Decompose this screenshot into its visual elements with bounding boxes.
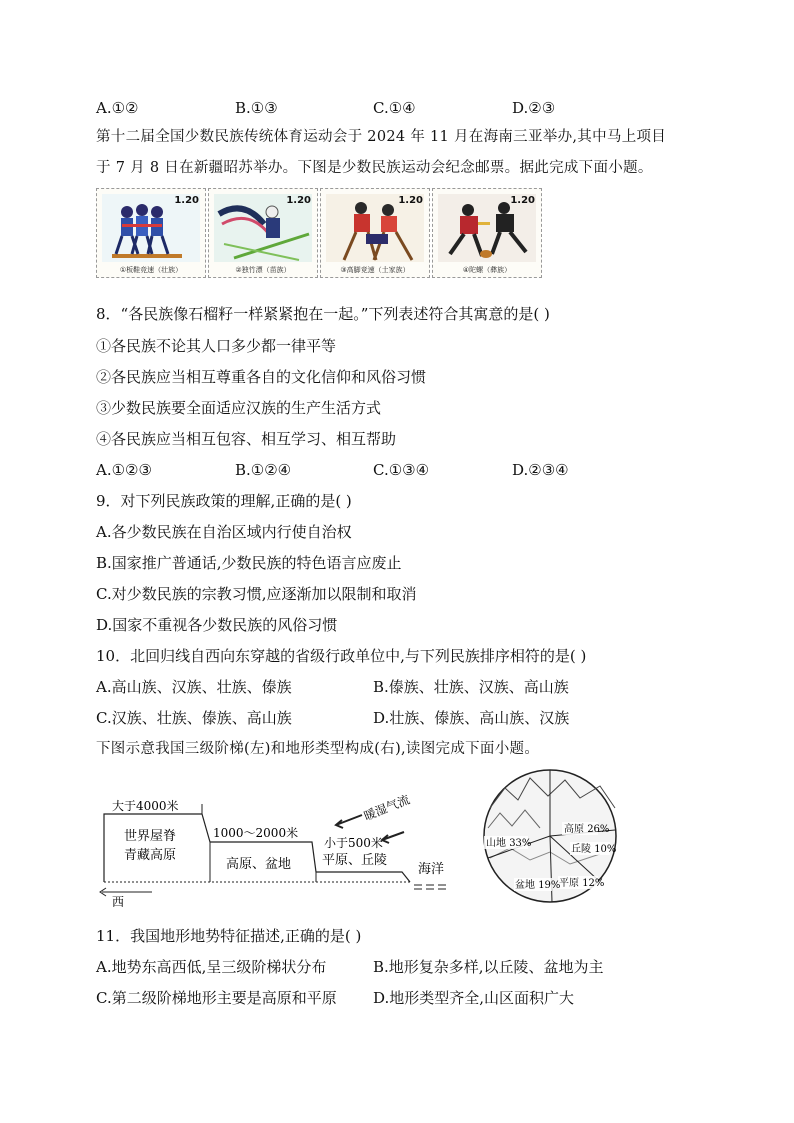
q9-stem: 9．对下列民族政策的理解,正确的是( )	[96, 492, 352, 510]
q8-statement-4: ④各民族应当相互包容、相互学习、相互帮助	[96, 430, 397, 448]
airflow-arrow-icon	[336, 815, 362, 828]
label-step3-elev: 小于500米	[324, 836, 383, 850]
q10-stem: 10．北回归线自西向东穿越的省级行政单位中,与下列民族排序相符的是( )	[96, 647, 587, 665]
q7-option-b: B.①③	[235, 99, 278, 117]
terrain-step-diagram	[92, 782, 462, 907]
pie-label-plain: 平原 12%	[559, 878, 605, 889]
pie-label-basin: 盆地 19%	[515, 880, 561, 891]
stamp-2	[208, 188, 318, 278]
label-step1-name1: 世界屋脊	[124, 829, 177, 844]
q9-option-c: C.对少数民族的宗教习惯,应逐渐加以限制和取消	[96, 585, 417, 603]
label-top-elev: 大于4000米	[112, 799, 179, 813]
label-step3-name: 平原、丘陵	[322, 853, 388, 868]
stamp-3-caption: ③高脚竞速（土家族）	[340, 266, 410, 274]
q9-option-b: B.国家推广普通话,少数民族的特色语言应废止	[96, 554, 402, 572]
pie-label-plateau: 高原 26%	[564, 824, 610, 835]
q8-statement-2: ②各民族应当相互尊重各自的文化信仰和风俗习惯	[96, 368, 427, 386]
stamp-3	[320, 188, 430, 278]
stamp-1	[96, 188, 206, 278]
intro1-line2: 于 7 月 8 日在新疆昭苏举办。下图是少数民族运动会纪念邮票。据此完成下面小题。	[96, 160, 653, 176]
q10-option-a: A.高山族、汉族、壮族、傣族	[96, 678, 292, 696]
q11-option-c: C.第二级阶梯地形主要是高原和平原	[96, 989, 337, 1007]
q11-option-d: D.地形类型齐全,山区面积广大	[373, 989, 575, 1007]
stamp-2-price: 1.20	[286, 195, 311, 206]
stamp-4-price: 1.20	[510, 195, 535, 206]
q10-option-c: C.汉族、壮族、傣族、高山族	[96, 709, 292, 727]
q11-option-b: B.地形复杂多样,以丘陵、盆地为主	[373, 958, 604, 976]
q9-option-d: D.国家不重视各少数民族的风俗习惯	[96, 616, 338, 634]
pie-label-hills: 丘陵 10%	[571, 844, 617, 855]
q7-option-d: D.②③	[512, 99, 556, 117]
sea-waves-icon	[414, 885, 446, 889]
terrain-type-pie	[470, 768, 630, 904]
q10-option-b: B.傣族、壮族、汉族、高山族	[373, 678, 569, 696]
label-sea: 海洋	[418, 862, 445, 877]
intro2: 下图示意我国三级阶梯(左)和地形类型构成(右),读图完成下面小题。	[96, 741, 540, 757]
q10-option-d: D.壮族、傣族、高山族、汉族	[373, 709, 570, 727]
q7-option-a: A.①②	[96, 99, 139, 117]
stamp-4-caption: ④陀螺（彝族）	[462, 266, 512, 274]
q8-stem: 8．“各民族像石榴籽一样紧紧抱在一起。”下列表述符合其寓意的是( )	[96, 305, 550, 323]
airflow-arrow-icon	[382, 832, 404, 843]
q8-option-d: D.②③④	[512, 461, 569, 479]
q11-stem: 11．我国地形地势特征描述,正确的是( )	[96, 927, 362, 945]
stamp-1-caption: ①板鞋竞速（壮族）	[119, 266, 183, 274]
stamp-1-price: 1.20	[174, 195, 199, 206]
stamp-2-caption: ②独竹漂（苗族）	[235, 266, 291, 274]
q8-option-a: A.①②③	[96, 461, 152, 479]
q11-option-a: A.地势东高西低,呈三级阶梯状分布	[96, 958, 327, 976]
label-step1-name2: 青藏高原	[124, 848, 177, 863]
label-west: 西	[112, 895, 125, 907]
label-step2-elev: 1000～2000米	[213, 826, 299, 840]
q8-statement-3: ③少数民族要全面适应汉族的生产生活方式	[96, 399, 382, 417]
label-airflow: 暖湿气流	[361, 792, 412, 824]
stamp-strip	[96, 188, 544, 278]
stamp-3-price: 1.20	[398, 195, 423, 206]
intro1-line1: 第十二届全国少数民族传统体育运动会于 2024 年 11 月在海南三亚举办,其中马上项目	[96, 129, 667, 145]
q8-option-b: B.①②④	[235, 461, 292, 479]
stamp-4	[432, 188, 542, 278]
q8-statement-1: ①各民族不论其人口多少都一律平等	[96, 337, 337, 355]
pie-label-mountain: 山地 33%	[486, 838, 532, 849]
q8-option-c: C.①③④	[373, 461, 430, 479]
label-step2-name: 高原、盆地	[226, 857, 292, 872]
q7-option-c: C.①④	[373, 99, 416, 117]
q9-option-a: A.各少数民族在自治区域内行使自治权	[96, 523, 352, 541]
